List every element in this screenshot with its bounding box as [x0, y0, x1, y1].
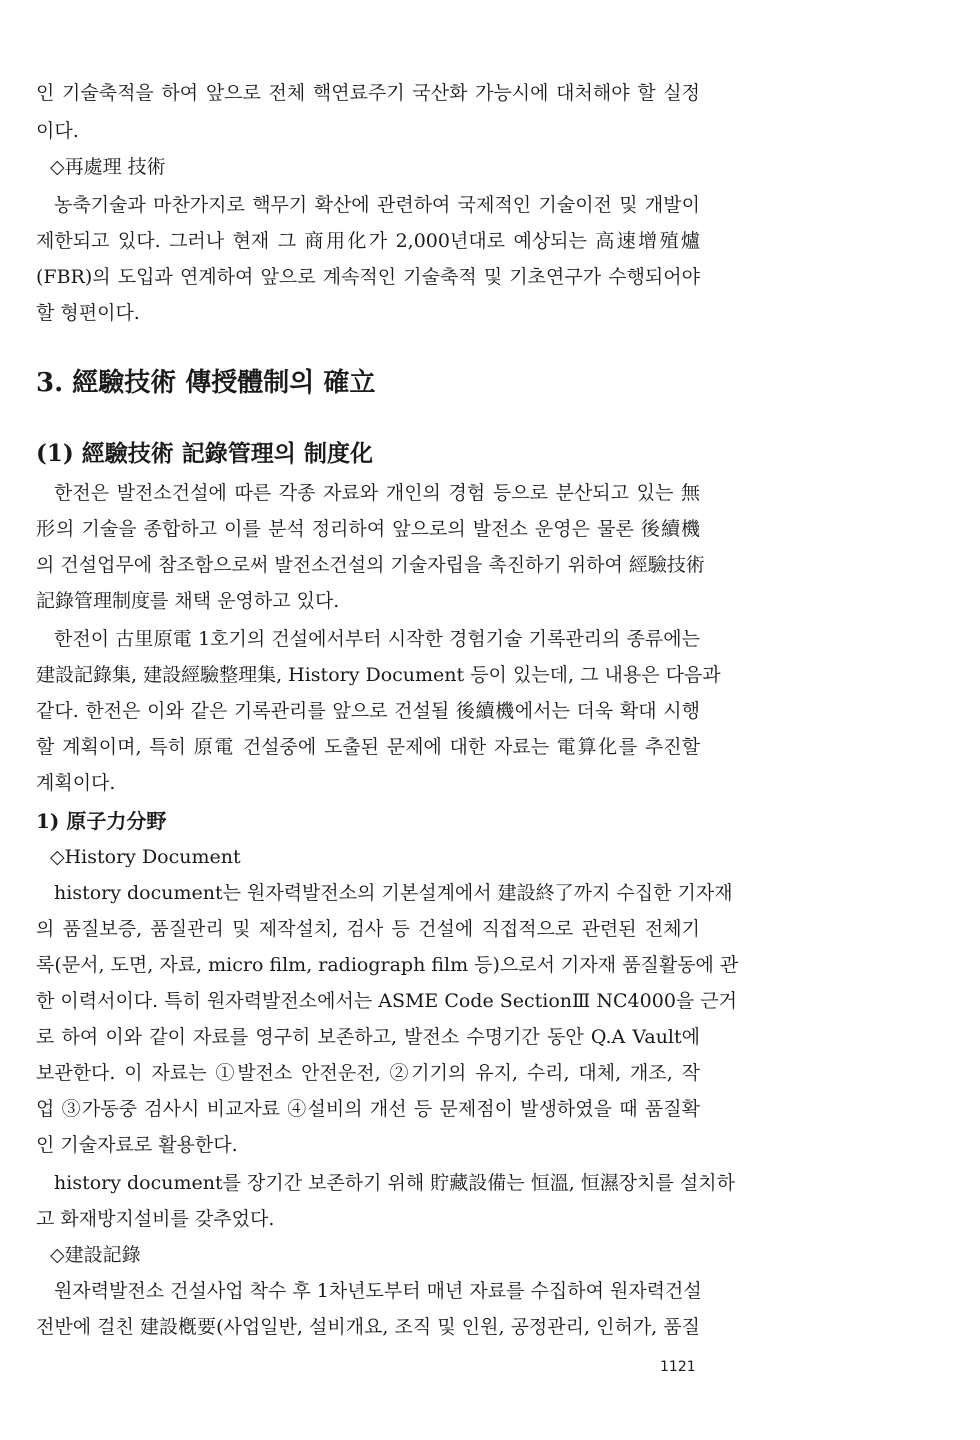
text-line: 업 ③가동중 검사시 비교자료 ④설비의 개선 등 문제점이 발생하였을 때 품질확 [36, 1098, 700, 1120]
text-line: 제한되고 있다. 그러나 현재 그 商用化가 2,000년대로 예상되는 高速增殖爐 [36, 230, 700, 252]
text-line: 록(문서, 도면, 자료, micro film, radiograph film 등)으로서 기자재 품질활동에 관 [36, 954, 739, 976]
subsection-title: (1) 經驗技術 記錄管理의 制度化 [36, 440, 374, 467]
text-line: 원자력발전소 건설사업 착수 후 1차년도부터 매년 자료를 수집하여 원자력건설 [54, 1280, 702, 1302]
text-line: (FBR)의 도입과 연계하여 앞으로 계속적인 기술축적 및 기초연구가 수행되어야 [36, 266, 700, 288]
text-line: 보관한다. 이 자료는 ①발전소 안전운전, ②기기의 유지, 수리, 대체, 개조, 작 [36, 1062, 700, 1084]
text-line: 고 화재방지설비를 갖추었다. [36, 1208, 275, 1230]
text-line: 한전이 古里原電 1호기의 건설에서부터 시작한 경험기술 기록관리의 종류에는 [54, 628, 700, 650]
text-line: 같다. 한전은 이와 같은 기록관리를 앞으로 건설될 後續機에서는 더욱 확대 시행 [36, 700, 700, 722]
text-line: 할 계획이며, 특히 原電 건설중에 도출된 문제에 대한 자료는 電算化를 추진할 [36, 736, 700, 758]
section-title: 3. 經驗技術 傳授體制의 確立 [36, 368, 376, 398]
text-line: 의 건설업무에 참조함으로써 발전소건설의 기술자립을 촉진하기 위하여 經驗技術 [36, 554, 705, 576]
nuclear-heading: 1) 原子力分野 [36, 809, 167, 833]
text-line: 농축기술과 마찬가지로 핵무기 확산에 관련하여 국제적인 기술이전 및 개발이 [54, 194, 700, 216]
text-line: history document를 장기간 보존하기 위해 貯藏設備는 恒溫, 恒濕장치를 설치하 [54, 1172, 735, 1194]
text-line: 한 이력서이다. 특히 원자력발전소에서는 ASME Code SectionⅢ NC4000을 근거 [36, 990, 738, 1012]
text-line: 전반에 걸친 建設槪要(사업일반, 설비개요, 조직 및 인원, 공정관리, 인허가, 품질 [36, 1316, 700, 1338]
text-line: history document는 원자력발전소의 기본설계에서 建設終了까지 수집한 기자재 [54, 882, 733, 904]
history-document-heading: ◇History Document [50, 846, 241, 868]
text-line: 한전은 발전소건설에 따른 각종 자료와 개인의 경험 등으로 분산되고 있는 無 [54, 482, 700, 504]
text-line: 계획이다. [36, 772, 116, 794]
construction-records-heading: ◇建設記錄 [50, 1244, 141, 1266]
text-line: 形의 기술을 종합하고 이를 분석 정리하여 앞으로의 발전소 운영은 물론 後續機 [36, 518, 700, 540]
text-line: 의 품질보증, 품질관리 및 제작설치, 검사 등 건설에 직접적으로 관련된 전체기 [36, 918, 700, 940]
page-number: 1121 [660, 1359, 696, 1375]
text-line: 인 기술축적을 하여 앞으로 전체 핵연료주기 국산화 가능시에 대처해야 할 실정 [36, 82, 700, 104]
text-line: 이다. [36, 120, 79, 142]
text-line: 할 형편이다. [36, 302, 140, 324]
text-line: 인 기술자료로 활용한다. [36, 1134, 238, 1156]
reprocessing-heading: ◇再處理 技術 [50, 156, 166, 178]
text-line: 建設記錄集, 建設經驗整理集, History Document 등이 있는데, 그 내용은 다음과 [36, 664, 721, 686]
text-line: 記錄管理制度를 채택 운영하고 있다. [36, 590, 340, 612]
text-line: 로 하여 이와 같이 자료를 영구히 보존하고, 발전소 수명기간 동안 Q.A Vault에 [36, 1026, 700, 1048]
